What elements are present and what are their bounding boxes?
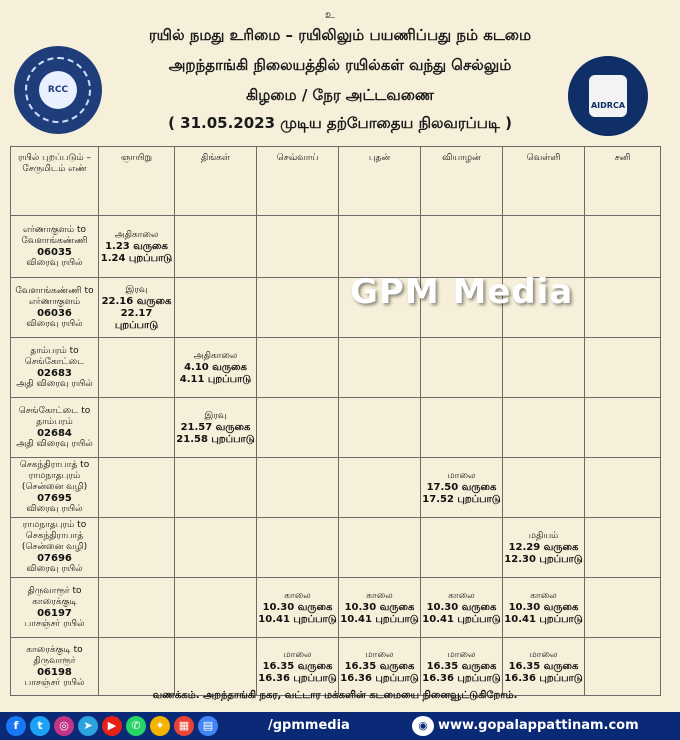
time-of-day: மாலை (529, 649, 558, 660)
train-via: (சென்னை வழி) (21, 482, 88, 492)
schedule-cell (257, 458, 339, 518)
facebook-icon[interactable]: f (6, 716, 26, 736)
schedule-cell (99, 638, 175, 696)
train-to: தாம்பரம் (36, 416, 73, 427)
schedule-cell (421, 518, 503, 578)
train-timetable (10, 146, 661, 696)
time-of-day: அதிகாலை (193, 350, 238, 361)
departure-time: 1.24 புறப்பாடு (100, 252, 173, 264)
twitter-icon[interactable]: t (30, 716, 50, 736)
table-row (11, 338, 661, 398)
schedule-cell (585, 338, 661, 398)
departure-time: 16.36 புறப்பாடு (504, 672, 583, 684)
schedule-cell (339, 338, 421, 398)
globe-icon: ◉ (412, 716, 434, 736)
schedule-cell (257, 638, 339, 696)
table-row (11, 578, 661, 638)
departure-time: 22.17 புறப்பாடு (114, 307, 159, 331)
train-from: வேளாங்கண்ணி to (15, 285, 94, 296)
schedule-cell (503, 578, 585, 638)
youtube-icon[interactable]: ▶ (102, 716, 122, 736)
train-type: பாசஞ்சர் ரயில் (24, 677, 85, 688)
train-info-cell (11, 518, 99, 578)
departure-time: 21.58 புறப்பாடு (176, 433, 255, 445)
departure-time: 16.36 புறப்பாடு (258, 672, 337, 684)
time-of-day: காலை (366, 590, 393, 601)
departure-time: 12.30 புறப்பாடு (504, 553, 583, 565)
train-info-cell (11, 338, 99, 398)
schedule-cell (99, 278, 175, 338)
social-icons (6, 716, 222, 736)
schedule-cell (585, 398, 661, 458)
schedule-cell (257, 338, 339, 398)
grid-icon[interactable]: ▦ (174, 716, 194, 736)
schedule-cell (99, 398, 175, 458)
schedule-cell (257, 578, 339, 638)
column-header-monday: திங்கள் (175, 147, 257, 216)
right-logo-text: AIDRCA (589, 75, 627, 117)
train-type: விரைவு ரயில் (26, 564, 83, 574)
association-logo-right (568, 56, 648, 136)
train-from: தாம்பரம் to (30, 345, 79, 356)
schedule-cell (175, 278, 257, 338)
apps-icon[interactable]: ✦ (150, 716, 170, 736)
schedule-cell (339, 398, 421, 458)
telegram-icon[interactable]: ➤ (78, 716, 98, 736)
schedule-cell (99, 518, 175, 578)
table-row (11, 216, 661, 278)
departure-time: 16.36 புறப்பாடு (340, 672, 419, 684)
train-info-cell (11, 398, 99, 458)
train-type: அதி விரைவு ரயில் (16, 378, 93, 389)
train-to: செகந்திராபாத் (25, 531, 84, 541)
schedule-cell (585, 216, 661, 278)
schedule-cell (421, 638, 503, 696)
schedule-cell (339, 458, 421, 518)
schedule-cell (503, 338, 585, 398)
departure-time: 10.41 புறப்பாடு (258, 613, 337, 625)
departure-time: 10.41 புறப்பாடு (422, 613, 501, 625)
schedule-cell (175, 638, 257, 696)
train-to: வேளாங்கண்ணி (21, 235, 88, 246)
table-row (11, 398, 661, 458)
train-type: அதி விரைவு ரயில் (16, 438, 93, 449)
time-of-day: அதிகாலை (114, 229, 159, 240)
arrival-time: 10.30 வருகை (262, 601, 333, 613)
schedule-cell (421, 458, 503, 518)
watermark: GPM Media (350, 272, 574, 312)
column-header-friday: வெள்ளி (503, 147, 585, 216)
train-type: பாசஞ்சர் ரயில் (24, 618, 85, 629)
schedule-cell (175, 398, 257, 458)
schedule-cell (585, 638, 661, 696)
website-link[interactable] (412, 716, 639, 736)
schedule-cell (585, 518, 661, 578)
train-from: திருவாரூர் to (27, 585, 82, 596)
schedule-cell (99, 216, 175, 278)
train-to: எர்ணாகுளம் (28, 296, 81, 307)
schedule-cell (585, 278, 661, 338)
association-logo-left (14, 46, 102, 134)
train-no: 06035 (37, 246, 72, 258)
train-info-cell (11, 278, 99, 338)
schedule-cell (175, 338, 257, 398)
train-type: விரைவு ரயில் (26, 257, 83, 268)
top-mark: உ (325, 8, 335, 21)
train-via: (சென்னை வழி) (21, 542, 88, 552)
column-header-saturday: சனி (585, 147, 661, 216)
departure-time: 16.36 புறப்பாடு (422, 672, 501, 684)
train-to: காரைக்குடி (32, 596, 77, 607)
arrival-time: 1.23 வருகை (105, 240, 168, 252)
time-of-day: மாலை (447, 649, 476, 660)
train-type: விரைவு ரயில் (26, 504, 83, 514)
schedule-cell (339, 578, 421, 638)
departure-time: 10.41 புறப்பாடு (504, 613, 583, 625)
column-header-wednesday: புதன் (339, 147, 421, 216)
time-of-day: மாலை (447, 470, 476, 481)
schedule-cell (339, 518, 421, 578)
schedule-cell (99, 458, 175, 518)
train-to: திருவாரூர் (33, 655, 76, 666)
time-of-day: காலை (284, 590, 311, 601)
departure-time: 10.41 புறப்பாடு (340, 613, 419, 625)
train-no: 02683 (37, 367, 72, 379)
train-no: 07695 (37, 493, 72, 504)
schedule-cell (257, 216, 339, 278)
arrival-time: 22.16 வருகை (101, 295, 172, 307)
schedule-cell (585, 458, 661, 518)
social-handle[interactable]: /gpmmedia (268, 718, 350, 733)
column-header-tuesday: செவ்வாய் (257, 147, 339, 216)
schedule-cell (339, 216, 421, 278)
arrival-time: 16.35 வருகை (508, 660, 579, 672)
schedule-cell (257, 398, 339, 458)
header-line-3: கிழமை / நேர அட்டவணை (246, 86, 434, 104)
arrival-time: 4.10 வருகை (184, 361, 247, 373)
arrival-time: 16.35 வருகை (344, 660, 415, 672)
train-info-cell (11, 216, 99, 278)
arrival-time: 10.30 வருகை (508, 601, 579, 613)
time-of-day: இரவு (204, 410, 227, 421)
column-header-thursday: வியாழன் (421, 147, 503, 216)
time-of-day: மாலை (283, 649, 312, 660)
train-from: காரைக்குடி to (26, 644, 83, 655)
schedule-cell (421, 338, 503, 398)
train-from: செகந்திராபாத் to (19, 460, 90, 470)
table-row (11, 638, 661, 696)
schedule-cell (99, 338, 175, 398)
table-row (11, 518, 661, 578)
arrival-time: 16.35 வருகை (262, 660, 333, 672)
header-line-1: ரயில் நமது உரிமை – ரயிலிலும் பயணிப்பது நம் கடமை (148, 26, 532, 44)
schedule-cell (503, 458, 585, 518)
train-info-cell (11, 638, 99, 696)
schedule-cell (503, 216, 585, 278)
schedule-cell (421, 216, 503, 278)
train-info-cell (11, 458, 99, 518)
table-header-row (11, 147, 661, 216)
header (0, 0, 680, 146)
header-line-2: அறந்தாங்கி நிலையத்தில் ரயில்கள் வந்து செல்லும் (168, 56, 512, 74)
schedule-cell (421, 398, 503, 458)
header-line-4: ( 31.05.2023 முடிய தற்போதைய நிலவரப்படி ) (168, 114, 512, 132)
departure-time: 4.11 புறப்பாடு (179, 373, 252, 385)
schedule-cell (99, 578, 175, 638)
schedule-cell (503, 638, 585, 696)
train-no: 07696 (37, 553, 72, 564)
arrival-time: 21.57 வருகை (180, 421, 251, 433)
schedule-cell (421, 578, 503, 638)
time-of-day: காலை (448, 590, 475, 601)
time-of-day: காலை (530, 590, 557, 601)
departure-time: 17.52 புறப்பாடு (422, 493, 501, 505)
train-no: 02684 (37, 427, 72, 439)
column-header-sunday: ஞாயிறு (99, 147, 175, 216)
schedule-cell (175, 458, 257, 518)
schedule-cell (257, 278, 339, 338)
train-no: 06036 (37, 307, 72, 319)
schedule-cell (503, 398, 585, 458)
train-to: செங்கோட்டை (24, 356, 85, 367)
arrival-time: 12.29 வருகை (508, 541, 579, 553)
train-from: எர்ணாகுளம் to (22, 224, 87, 235)
schedule-cell (257, 518, 339, 578)
time-of-day: மதியம் (528, 530, 559, 541)
website-text: www.gopalappattinam.com (438, 718, 639, 733)
time-of-day: மாலை (365, 649, 394, 660)
whatsapp-icon[interactable]: ✆ (126, 716, 146, 736)
bottom-bar (0, 712, 680, 740)
train-type: விரைவு ரயில் (26, 318, 83, 329)
time-of-day: இரவு (125, 284, 148, 295)
train-from: ராமநாதபுரம் to (22, 520, 87, 530)
schedule-cell (503, 518, 585, 578)
schedule-cell (175, 216, 257, 278)
schedule-cell (175, 578, 257, 638)
left-logo-text: RCC (39, 71, 77, 109)
arrival-time: 10.30 வருகை (344, 601, 415, 613)
schedule-cell (339, 638, 421, 696)
instagram-icon[interactable]: ◎ (54, 716, 74, 736)
arrival-time: 10.30 வருகை (426, 601, 497, 613)
footer-note: வணக்கம். அறந்தாங்கி நகர, வட்டார மக்களின் கடமையை நினைவூட்டுகிறோம். (152, 690, 518, 701)
train-no: 06197 (37, 607, 72, 619)
column-header-train: ரயில் புறப்படும் – சேருமிடம் எண் (11, 147, 99, 216)
train-info-cell (11, 578, 99, 638)
train-from: செங்கோட்டை to (18, 405, 91, 416)
train-to: ராமநாதபுரம் (28, 471, 81, 481)
arrival-time: 17.50 வருகை (426, 481, 497, 493)
arrival-time: 16.35 வருகை (426, 660, 497, 672)
table-row (11, 458, 661, 518)
schedule-cell (585, 578, 661, 638)
schedule-cell (175, 518, 257, 578)
book-icon[interactable]: ▤ (198, 716, 218, 736)
train-no: 06198 (37, 666, 72, 678)
